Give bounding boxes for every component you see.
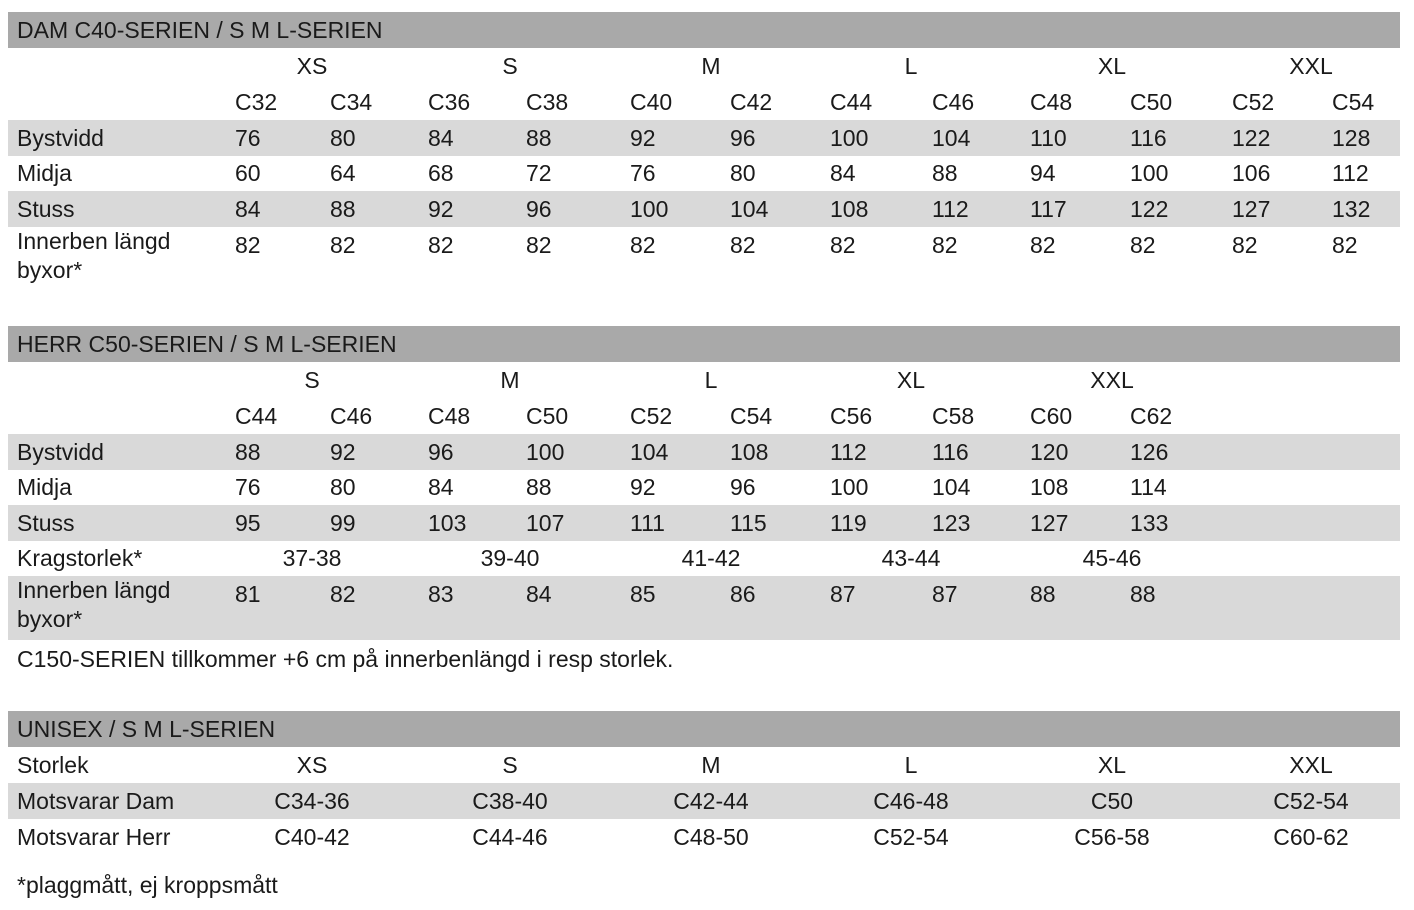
size-code: C48 [1030,89,1073,115]
cell: 100 [830,125,869,151]
cell: 81 [235,581,261,607]
size-group: S [304,367,320,393]
cell: 88 [235,439,261,465]
cell: 82 [630,232,656,258]
cell: 108 [1030,474,1069,500]
cell: 122 [1130,196,1169,222]
cell: 127 [1232,196,1271,222]
cell: 82 [830,232,856,258]
cell: 37-38 [282,545,342,571]
cell: 80 [330,474,356,500]
cell: 68 [428,160,454,186]
size-code: C46 [330,403,373,429]
cell: 94 [1030,160,1056,186]
cell: 82 [330,232,356,258]
size-code: C48 [428,403,471,429]
row-band [8,191,1400,227]
cell: 84 [235,196,261,222]
cell: S [502,752,518,778]
cell: 82 [730,232,756,258]
cell: 88 [526,474,552,500]
cell: 127 [1030,510,1069,536]
cell: 120 [1030,439,1069,465]
cell: 104 [932,474,971,500]
size-group: M [500,367,520,393]
row-label: Motsvarar Dam [17,788,175,814]
size-code: C56 [830,403,873,429]
size-code: C50 [1130,89,1173,115]
cell: C44-46 [472,824,548,850]
cell: 86 [730,581,756,607]
size-group: S [502,53,518,79]
cell: 115 [730,510,767,536]
section-title-unisex: UNISEX / S M L-SERIEN [17,716,276,742]
row-label-line: byxor* [17,257,83,283]
row-label [17,576,170,640]
cell: 82 [428,232,454,258]
cell: 60 [235,160,261,186]
cell: 82 [932,232,958,258]
size-code: C34 [330,89,373,115]
cell: C42-44 [673,788,749,814]
row-label: Kragstorlek* [17,545,143,571]
cell: L [904,752,918,778]
cell: 96 [730,125,756,151]
cell: 84 [830,160,856,186]
row-label-line: Innerben längd [17,577,171,603]
size-group: M [701,53,721,79]
size-code: C42 [730,89,773,115]
size-code: C44 [235,403,278,429]
cell: 112 [1332,160,1369,186]
cell: 72 [526,160,552,186]
cell: 39-40 [480,545,540,571]
cell: C40-42 [274,824,350,850]
cell: 88 [526,125,552,151]
size-group: L [704,367,718,393]
size-code: C62 [1130,403,1173,429]
cell: 82 [235,232,261,258]
cell: 104 [730,196,769,222]
cell: 85 [630,581,656,607]
size-code: C52 [630,403,673,429]
cell: M [701,752,721,778]
cell: 83 [428,581,454,607]
cell: XL [1097,752,1127,778]
footnote: *plaggmått, ej kroppsmått [17,872,278,898]
cell: 80 [330,125,356,151]
cell: C50 [1090,788,1134,814]
cell: C60-62 [1273,824,1349,850]
row-label: Motsvarar Herr [17,824,171,850]
cell: C34-36 [274,788,350,814]
cell: 108 [830,196,869,222]
cell: 92 [330,439,356,465]
cell: 92 [428,196,454,222]
size-group: XL [896,367,926,393]
cell: 92 [630,474,656,500]
cell: 84 [428,474,454,500]
cell: 122 [1232,125,1271,151]
cell: 88 [932,160,958,186]
cell: 104 [932,125,971,151]
section-title-herr: HERR C50-SERIEN / S M L-SERIEN [17,331,397,357]
size-group: XXL [1289,53,1333,79]
cell: 82 [1232,232,1258,258]
row-label: Midja [17,474,72,500]
size-code: C46 [932,89,975,115]
row-label: Bystvidd [17,125,104,151]
cell: 123 [932,510,971,536]
row-label: Midja [17,160,72,186]
cell: 133 [1130,510,1169,536]
size-code: C60 [1030,403,1073,429]
size-code: C44 [830,89,873,115]
cell: 43-44 [881,545,941,571]
cell: 114 [1130,474,1167,500]
row-label: Storlek [17,752,89,778]
cell: 112 [830,439,867,465]
cell: 107 [526,510,565,536]
cell: 96 [526,196,552,222]
cell: 41-42 [681,545,741,571]
cell: 96 [730,474,756,500]
section-note: C150-SERIEN tillkommer +6 cm på innerbenlängd i resp storlek. [17,646,674,672]
size-code: C38 [526,89,569,115]
row-band [8,576,1400,640]
cell: 82 [1130,232,1156,258]
cell: 95 [235,510,261,536]
size-group: XL [1097,53,1127,79]
cell: C46-48 [873,788,949,814]
cell: 104 [630,439,669,465]
cell: 88 [330,196,356,222]
cell: C38-40 [472,788,548,814]
cell: 87 [830,581,856,607]
row-label-line: byxor* [17,606,83,632]
size-code: C52 [1232,89,1275,115]
cell: 112 [932,196,969,222]
size-code: C54 [1332,89,1375,115]
size-code: C32 [235,89,278,115]
row-label-line: Innerben längd [17,228,171,254]
row-label [17,227,171,283]
cell: 88 [1130,581,1156,607]
cell: 76 [630,160,656,186]
cell: C52-54 [1273,788,1349,814]
size-code: C54 [730,403,773,429]
row-label: Bystvidd [17,439,104,465]
cell: 84 [526,581,552,607]
cell: XXL [1289,752,1333,778]
cell: C52-54 [873,824,949,850]
cell: 87 [932,581,958,607]
cell: 116 [932,439,969,465]
cell: 76 [235,474,261,500]
size-code: C58 [932,403,975,429]
row-label: Stuss [17,510,75,536]
cell: 100 [630,196,669,222]
size-code: C36 [428,89,471,115]
cell: 103 [428,510,467,536]
cell: 110 [1030,125,1067,151]
cell: 82 [526,232,552,258]
cell: 84 [428,125,454,151]
cell: 100 [830,474,869,500]
row-label: Stuss [17,196,75,222]
cell: 126 [1130,439,1169,465]
row-band [8,434,1400,470]
cell: 117 [1030,196,1067,222]
cell: 96 [428,439,454,465]
size-code: C40 [630,89,673,115]
cell: 119 [830,510,867,536]
cell: 99 [330,510,356,536]
size-code: C50 [526,403,569,429]
cell: 116 [1130,125,1167,151]
cell: 76 [235,125,261,151]
cell: 128 [1332,125,1371,151]
cell: 88 [1030,581,1056,607]
section-title-dam: DAM C40-SERIEN / S M L-SERIEN [17,17,383,43]
cell: 64 [330,160,356,186]
cell: 111 [630,510,665,536]
cell: 82 [330,581,356,607]
cell: 132 [1332,196,1371,222]
size-group: XXL [1090,367,1134,393]
cell: XS [296,752,328,778]
size-group: L [904,53,918,79]
cell: 100 [1130,160,1169,186]
row-band [8,120,1400,156]
cell: 82 [1332,232,1358,258]
cell: 92 [630,125,656,151]
row-band [8,505,1400,541]
cell: 106 [1232,160,1271,186]
cell: 100 [526,439,565,465]
cell: C48-50 [673,824,749,850]
cell: C56-58 [1074,824,1150,850]
cell: 82 [1030,232,1056,258]
cell: 80 [730,160,756,186]
cell: 108 [730,439,769,465]
cell: 45-46 [1082,545,1142,571]
size-group: XS [296,53,328,79]
